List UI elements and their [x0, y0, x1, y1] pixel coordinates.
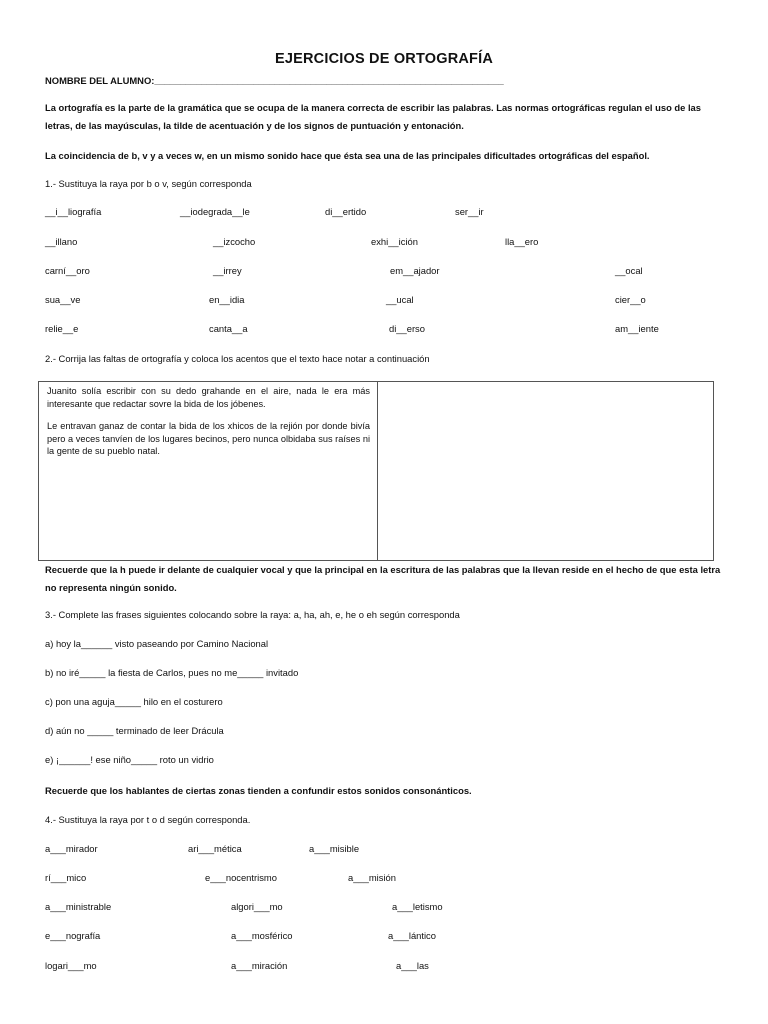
ex1-row — [0, 206, 768, 220]
ex1-word[interactable]: sua__ve — [45, 294, 81, 305]
ex1-word[interactable]: em__ajador — [390, 265, 440, 276]
ex4-word[interactable]: a___mirador — [45, 843, 98, 854]
ex4-word[interactable]: e___nocentrismo — [205, 872, 277, 883]
ex4-row — [0, 843, 768, 857]
ex2-correction-table — [38, 381, 714, 561]
ex4-row — [0, 930, 768, 944]
ex2-answer-cell[interactable] — [378, 382, 713, 560]
ex1-word[interactable]: __ucal — [386, 294, 414, 305]
ex4-word[interactable]: a___lántico — [388, 930, 436, 941]
ex1-row — [0, 236, 768, 250]
ex3-instruction: 3.- Complete las frases siguientes colocando sobre la raya: a, ha, ah, e, he o eh según corresponda — [45, 609, 460, 620]
ex1-word[interactable]: __irrey — [213, 265, 242, 276]
ex4-word[interactable]: a___letismo — [392, 901, 443, 912]
student-name-field[interactable]: NOMBRE DEL ALUMNO:___________________________________________________________________ — [45, 75, 504, 86]
ex4-word[interactable]: a___misión — [348, 872, 396, 883]
ex1-word[interactable]: relie__e — [45, 323, 79, 334]
ex1-word[interactable]: __illano — [45, 236, 78, 247]
ex3-item[interactable]: a) hoy la______ visto paseando por Camino Nacional — [45, 638, 269, 649]
ex1-instruction: 1.- Sustituya la raya por b o v, según corresponda — [45, 178, 252, 189]
page-title: EJERCICIOS DE ORTOGRAFÍA — [274, 51, 494, 67]
ex4-word[interactable]: e___nografía — [45, 930, 101, 941]
ex3-item[interactable]: c) pon una aguja_____ hilo en el costurero — [45, 696, 223, 707]
ex3-item[interactable]: e) ¡______! ese niño_____ roto un vidrio — [45, 754, 214, 765]
ex1-word[interactable]: di__ertido — [325, 206, 367, 217]
note-h: Recuerde que la h puede ir delante de cualquier vocal y que la principal en la escritura de las palabras que la llevan reside en el hecho de que esta letra no representa ningún sonido. — [45, 564, 721, 593]
ex1-word[interactable]: exhi__ición — [371, 236, 418, 247]
ex4-word[interactable]: a___las — [396, 960, 429, 971]
ex4-word[interactable]: algori___mo — [231, 901, 283, 912]
ex2-paragraph-1: Juanito solía escribir con su dedo grahande en el aire, nada le era más interesante que redactar sovre la bida de los jóbenes. — [47, 386, 370, 409]
ex1-word[interactable]: lla__ero — [505, 236, 539, 247]
ex1-word[interactable]: canta__a — [209, 323, 248, 334]
ex1-row — [0, 265, 768, 279]
ex1-word[interactable]: am__iente — [615, 323, 659, 334]
ex4-row — [0, 901, 768, 915]
ex3-item[interactable]: b) no iré_____ la fiesta de Carlos, pues no me_____ invitado — [45, 667, 299, 678]
ex4-word[interactable]: rí___mico — [45, 872, 87, 883]
ex4-word[interactable]: logari___mo — [45, 960, 97, 971]
note-td: Recuerde que los hablantes de ciertas zonas tienden a confundir estos sonidos consonánticos. — [45, 785, 472, 796]
ex2-source-text — [47, 385, 370, 468]
ex2-instruction: 2.- Corrija las faltas de ortografía y coloca los acentos que el texto hace notar a continuación — [45, 353, 430, 364]
ex4-word[interactable]: a___mosférico — [231, 930, 293, 941]
ex4-word[interactable]: a___miración — [231, 960, 288, 971]
ex1-word[interactable]: carní__oro — [45, 265, 90, 276]
ex2-paragraph-2: Le entravan ganaz de contar la bida de los xhicos de la rejión por donde bivía pero a veces tanvíen de los lugares becinos, pero nunca olbidaba sus raíses ni la gente de su pueblo natal. — [47, 421, 370, 456]
ex1-word[interactable]: di__erso — [389, 323, 425, 334]
ex1-row — [0, 294, 768, 308]
ex1-row — [0, 323, 768, 337]
ex3-item[interactable]: d) aún no _____ terminado de leer Drácula — [45, 725, 224, 736]
ex1-word[interactable]: cier__o — [615, 294, 646, 305]
ex1-word[interactable]: __i__liografía — [45, 206, 102, 217]
ex1-word[interactable]: __izcocho — [213, 236, 256, 247]
ex4-word[interactable]: a___misible — [309, 843, 360, 854]
ex1-word[interactable]: ser__ir — [455, 206, 484, 217]
ex4-word[interactable]: a___ministrable — [45, 901, 112, 912]
ex4-instruction: 4.- Sustituya la raya por t o d según corresponda. — [45, 814, 251, 825]
ex4-row — [0, 960, 768, 974]
ex4-word[interactable]: ari___mética — [188, 843, 242, 854]
intro-paragraph: La ortografía es la parte de la gramática que se ocupa de la manera correcta de escribir las palabras. Las normas ortográficas regulan el uso de las letras, de las mayúsculas, la tilde de acentuación y de los signos de puntuación y entonación. — [45, 102, 701, 131]
ex1-word[interactable]: __iodegrada__le — [180, 206, 250, 217]
ex4-row — [0, 872, 768, 886]
ex1-word[interactable]: en__idia — [209, 294, 245, 305]
ex1-word[interactable]: __ocal — [615, 265, 643, 276]
note-bv: La coincidencia de b, v y a veces w, en un mismo sonido hace que ésta sea una de las principales dificultades ortográficas del español. — [45, 150, 650, 161]
